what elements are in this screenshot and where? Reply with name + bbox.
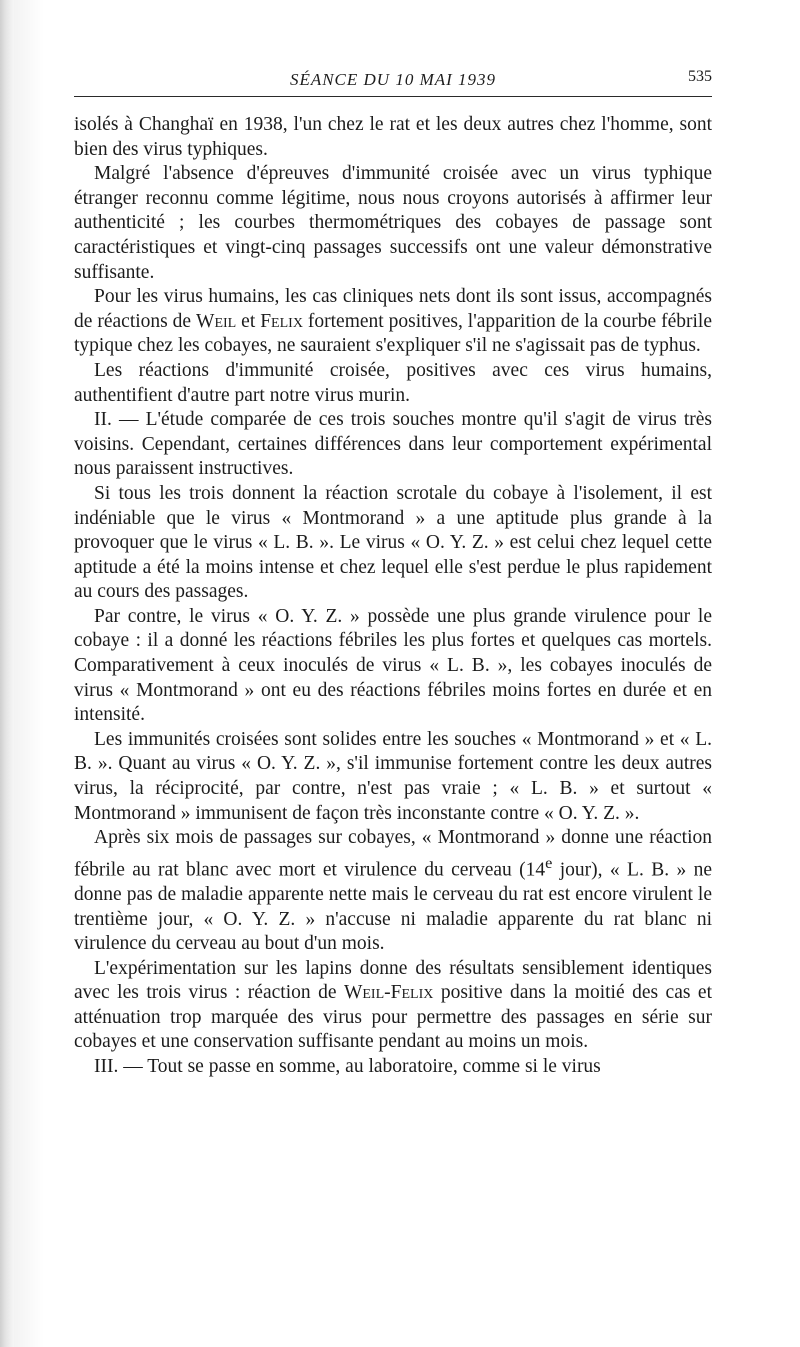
paragraph-6: Si tous les trois donnent la réaction scrotale du cobaye à l'isolement, il est indéniable que le virus « Montmorand » a une aptitude plus grande à la provoquer que le virus « L. B. ». Le virus « O. Y. Z. » est celui chez lequel cette aptitude a été la moins intense et chez lequel elle s'est perdue le plus rapidement au cours des passages. bbox=[74, 482, 712, 603]
page-gutter bbox=[14, 0, 44, 1347]
paragraph-2: Malgré l'absence d'épreuves d'immunité croisée avec un virus typhique étranger reconnu comme légitime, nous nous croyons autorisés à affirmer leur authenticité ; les courbes thermométriques des cobayes de passage sont caractéristiques et vingt-cinq passages successifs ont une valeur démonstrative suffisante. bbox=[74, 163, 712, 283]
page-edge-shadow bbox=[0, 0, 14, 1347]
ordinal-superscript: e bbox=[545, 853, 553, 872]
paragraph-10-text-a: L'expérimentation sur les lapins donne des résultats sensiblement identiques avec les trois virus : réaction de bbox=[74, 957, 712, 1004]
author-name-weil-felix: Weil-Felix bbox=[343, 982, 434, 1004]
paragraph-10-text-b: positive dans la moitié des cas et atténuation trop marquée des virus pour permettre des passages en série sur cobayes et une conservation suffisante pendant au moins un mois. bbox=[74, 982, 712, 1053]
paragraph-3-text-a: Pour les virus humains, les cas cliniques nets dont ils sont issus, accompagnés de réactions de bbox=[74, 286, 712, 332]
running-head: SÉANCE DU 10 MAI 1939 bbox=[289, 70, 497, 89]
author-name-felix: Felix bbox=[260, 310, 303, 332]
paragraph-8: Les immunités croisées sont solides entre les souches « Montmorand » et « L. B. ». Quant au virus « O. Y. Z. », s'il immunise fortement contre les deux autres virus, la réciprocité, par contre, n'est pas vraie ; « L. B. » et surtout « Montmorand » immunisent de façon très inconstante contre « O. Y. Z. ». bbox=[74, 728, 712, 824]
paragraph-11: III. — Tout se passe en somme, au laboratoire, comme si le virus bbox=[94, 1056, 601, 1078]
author-name-weil: Weil bbox=[196, 310, 237, 332]
paragraph-9-text-a: Après six mois de passages sur cobayes, « Montmorand » donne une réaction fébrile au rat blanc avec mort et virulence du cerveau (14 bbox=[74, 827, 712, 881]
paragraph-1: isolés à Changhaï en 1938, l'un chez le rat et les deux autres chez l'homme, sont bien des virus typhiques. bbox=[74, 114, 712, 160]
body-text bbox=[74, 113, 712, 1080]
paragraph-3-text-b: et bbox=[236, 310, 261, 332]
paragraph-9-text-b: jour), « L. B. » ne donne pas de maladie apparente nette mais le cerveau du rat est encore virulent le trentième jour, « O. Y. Z. » n'accuse ni maladie apparente du rat blanc ni virulence du cerveau au bout d'un mois. bbox=[74, 859, 712, 955]
page-number: 535 bbox=[688, 68, 712, 85]
paragraph-9 bbox=[74, 826, 712, 956]
paragraph-5: II. — L'étude comparée de ces trois souches montre qu'il s'agit de virus très voisins. Cependant, certaines différences dans leur comportement expérimental nous paraissent instructives. bbox=[74, 409, 712, 480]
paragraph-7: Par contre, le virus « O. Y. Z. » possède une plus grande virulence pour le cobaye : il a donné les réactions fébriles les plus fortes et quelques cas mortels. Comparativement à ceux inoculés de virus « L. B. », les cobayes inoculés de virus « Montmorand » ont eu des réactions fébriles moins fortes en durée et en intensité. bbox=[74, 605, 712, 726]
paragraph-3-text-c: fortement positives, l'apparition de la courbe fébrile typique chez les cobayes, ne sauraient s'expliquer s'il ne s'agissait pas de typhus. bbox=[74, 310, 712, 357]
header-rule bbox=[74, 96, 712, 97]
paragraph-10 bbox=[74, 957, 712, 1055]
paragraph-4: Les réactions d'immunité croisée, positives avec ces virus humains, authentifient d'autre part notre virus murin. bbox=[74, 359, 712, 406]
paragraph-3 bbox=[74, 285, 712, 359]
page-header bbox=[74, 66, 712, 92]
